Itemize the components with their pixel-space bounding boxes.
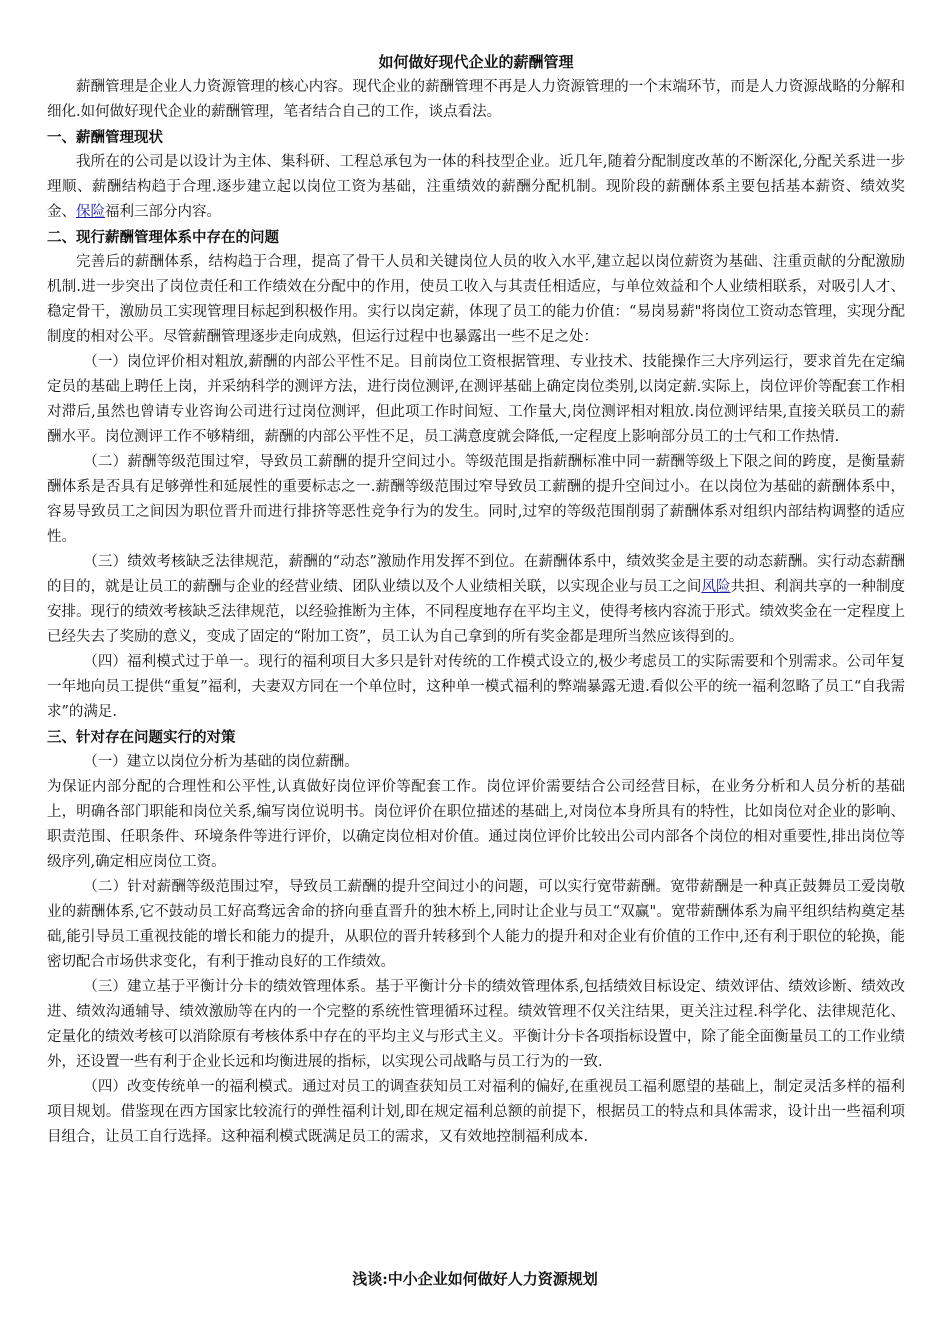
- section-3-paragraph-4: （四）改变传统单一的福利模式。通过对员工的调查获知员工对福利的偏好,在重视员工福利愿望的基础上，制定灵活多样的福利项目规划。借鉴现在西方国家比较流行的弹性福利计划,即在规定福利总额的前提下，根据员工的特点和具体需求，设计出一些福利项目组合，让员工自行选择。这种福利模式既满足员工的需求，又有效地控制福利成本.: [47, 1079, 905, 1145]
- document-title: 如何做好现代企业的薪酬管理: [378, 53, 574, 71]
- section-2-paragraph-4: [47, 550, 905, 650]
- section-2-p4-text-a: （三）绩效考核缺乏法律规范，薪酬的“动态”激励作用发挥不到位。在薪酬体系中，绩效奖金是主要的动态薪酬。实行动态薪酬的目的，就是让员工的薪酬与企业的经营业绩、团队业绩以及个人业绩相关联，以实现企业与员工之间: [47, 554, 905, 595]
- section-1-heading: 一、薪酬管理现状: [47, 129, 163, 146]
- insurance-link[interactable]: 保险: [76, 204, 105, 220]
- section-1-text-b: 福利三部分内容。: [105, 204, 221, 220]
- section-3-paragraph-3: （三）建立基于平衡计分卡的绩效管理体系。基于平衡计分卡的绩效管理体系,包括绩效目标设定、绩效评估、绩效诊断、绩效改进、绩效沟通辅导、绩效激励等在内的一个完整的系统性管理循环过程。绩效管理不仅关注结果，更关注过程.科学化、法律规范化、定量化的绩效考核可以消除原有考核体系中存在的平均主义与形式主义。平衡计分卡各项指标设置中，除了能全面衡量员工的工作业绩外，还设置一些有利于企业长远和均衡进展的指标，以实现公司战略与员工行为的一致.: [47, 979, 905, 1070]
- document-page: [47, 50, 905, 1150]
- section-3-subheading-1: （一）建立以岗位分析为基础的岗位薪酬。: [83, 754, 359, 770]
- section-1-text-a: 我所在的公司是以设计为主体、集科研、工程总承包为一体的科技型企业。近几年,随着分配制度改革的不断深化,分配关系进一步理顺、薪酬结构趋于合理.逐步建立起以岗位工资为基础，注重绩效的薪酬分配机制。现阶段的薪酬体系主要包括基本薪资、绩效奖金、: [47, 154, 905, 220]
- section-3-paragraph-2: （二）针对薪酬等级范围过窄，导致员工薪酬的提升空间过小的问题，可以实行宽带薪酬。宽带薪酬是一种真正鼓舞员工爱岗敬业的薪酬体系,它不鼓动员工好高骛远舍命的挤向垂直晋升的独木桥上,同时让企业与员工“双赢"。宽带薪酬体系为扁平组织结构奠定基础,能引导员工重视技能的增长和能力的提升，从职位的晋升转移到个人能力的提升和对企业有价值的工作中,还有利于职位的轮换，能密切配合市场供求变化，有利于推动良好的工作绩效。: [47, 879, 905, 970]
- section-3-heading: 三、针对存在问题实行的对策: [47, 729, 236, 746]
- section-1-paragraph: [47, 150, 905, 225]
- risk-link[interactable]: 风险: [701, 579, 731, 595]
- section-3-paragraph-1: 为保证内部分配的合理性和公平性,认真做好岗位评价等配套工作。岗位评价需要结合公司经营目标，在业务分析和人员分析的基础上，明确各部门职能和岗位关系,编写岗位说明书。岗位评价在职位描述的基础上,对岗位本身所具有的特性，比如岗位对企业的影响、职责范围、任职条件、环境条件等进行评价，以确定岗位相对价值。通过岗位评价比较出公司内部各个岗位的相对重要性,排出岗位等级序列,确定相应岗位工资。: [47, 779, 905, 870]
- section-2-paragraph-3: （二）薪酬等级范围过窄，导致员工薪酬的提升空间过小。等级范围是指薪酬标准中同一薪酬等级上下限之间的跨度，是衡量薪酬体系是否具有足够弹性和延展性的重要标志之一.薪酬等级范围过窄导致员工薪酬的提升空间过小。在以岗位为基础的薪酬体系中，容易导致员工之间因为职位晋升而进行排挤等恶性竞争行为的发生。同时,过窄的等级范围削弱了薪酬体系对组织内部结构调整的适应性。: [47, 454, 905, 545]
- section-2-paragraph-2: （一）岗位评价相对粗放,薪酬的内部公平性不足。目前岗位工资根据管理、专业技术、技能操作三大序列运行，要求首先在定编定员的基础上聘任上岗，并采纳科学的测评方法，进行岗位测评,在测评基础上确定岗位类别,以岗定薪.实际上，岗位评价等配套工作相对滞后,虽然也曾请专业咨询公司进行过岗位测评，但此项工作时间短、工作量大,岗位测评相对粗放.岗位测评结果,直接关联员工的薪酬水平。岗位测评工作不够精细，薪酬的内部公平性不足，员工满意度就会降低,一定程度上影响部分员工的士气和工作热情.: [47, 354, 905, 445]
- section-2-heading: 二、现行薪酬管理体系中存在的问题: [47, 229, 279, 246]
- intro-paragraph: 薪酬管理是企业人力资源管理的核心内容。现代企业的薪酬管理不再是人力资源管理的一个末端环节，而是人力资源战略的分解和细化.如何做好现代企业的薪酬管理，笔者结合自己的工作，谈点看法。: [47, 79, 905, 120]
- section-2-p4-text-b: 共担、利润共享的一种制度安排。现行的绩效考核缺乏法律规范，以经验推断为主体，不同程度地存在平均主义，使得考核内容流于形式。绩效奖金在一定程度上已经失去了奖励的意义，变成了固定的“附加工资”，员工认为自己拿到的所有奖金都是理所当然应该得到的。: [47, 579, 906, 645]
- section-2-paragraph-5: （四）福利模式过于单一。现行的福利项目大多只是针对传统的工作模式设立的,极少考虑员工的实际需要和个别需求。公司年复一年地向员工提供“重复”福利，夫妻双方同在一个单位时，这种单一模式福利的弊端暴露无遗.看似公平的统一福利忽略了员工“自我需求”的满足.: [47, 654, 905, 720]
- next-article-title: 浅谈:中小企业如何做好人力资源规划: [352, 1270, 598, 1288]
- section-2-paragraph-1: 完善后的薪酬体系，结构趋于合理，提高了骨干人员和关键岗位人员的收入水平,建立起以岗位薪资为基础、注重贡献的分配激励机制.进一步突出了岗位责任和工作绩效在分配中的作用，使员工收入与其责任相适应，与单位效益和个人业绩相联系，对吸引人才、稳定骨干，激励员工实现管理目标起到积极作用。实行以岗定薪，体现了员工的能力价值：“易岗易薪"将岗位工资动态管理，实现分配制度的相对公平。尽管薪酬管理逐步走向成熟，但运行过程中也暴露出一些不足之处：: [47, 254, 905, 345]
